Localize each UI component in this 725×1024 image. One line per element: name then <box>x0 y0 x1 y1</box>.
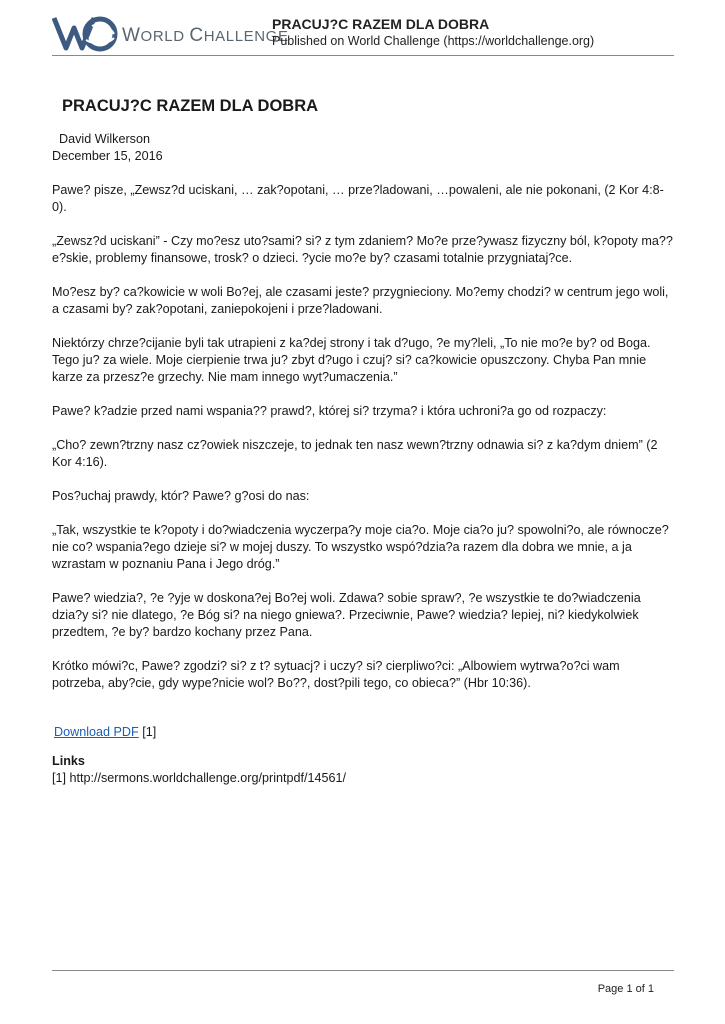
paragraph: Pawe? wiedzia?, ?e ?yje w doskona?ej Bo?ej woli. Zdawa? sobie spraw?, ?e wszystkie te do?wiadczenia dzia?y si? nie dlatego, ?e Bóg si? na niego gniewa?. Przeciwnie, Pawe? wiedzia? lepiej, ni? kiedykolwiek przedtem, ?e by? bardzo kochany przez Pana. <box>52 591 641 639</box>
paragraph: „Zewsz?d uciskani” - Czy mo?esz uto?sami? si? z tym zdaniem? Mo?e prze?ywasz fizyczny ból, k?opoty ma??e?skie, problemy finansowe, trosk? o dzieci. ?ycie mo?e by? czasami totalnie przygniataj?ce. <box>52 234 673 265</box>
download-pdf-link[interactable]: Download PDF <box>54 725 139 739</box>
article-body <box>52 96 674 787</box>
paragraph: Pawe? pisze, „Zewsz?d uciskani, … zak?opotani, … prze?ladowani, …powaleni, ale nie pokonani, (2 Kor 4:8-0). <box>52 183 664 214</box>
article-date: December 15, 2016 <box>52 149 163 163</box>
article-title: PRACUJ?C RAZEM DLA DOBRA <box>62 97 319 115</box>
page-header <box>52 12 674 56</box>
page-number: Page 1 of 1 <box>597 983 654 995</box>
logo-wordmark: WORLD CHALLENGE <box>122 25 289 46</box>
paragraph: „Tak, wszystkie te k?opoty i do?wiadczenia wyczerpa?y moje cia?o. Moje cia?o ju? spowolni?o, ale równocze?nie co? wspania?ego dzieje si? w mojej duszy. To wszystko wspó?dzia?a razem dla dobra we mnie, a ja wzrastam w poznaniu Pana i Jego dróg.” <box>52 523 669 571</box>
download-footnote-ref: [1] <box>142 725 157 739</box>
links-heading: Links <box>52 754 85 768</box>
paragraph: Krótko mówi?c, Pawe? zgodzi? si? z t? sytuacj? i uczy? si? cierpliwo?ci: „Albowiem wytrwa?o?ci wam potrzeba, aby?cie, gdy wype?nicie wol? Bo??, dost?pili tego, co obieca?” (Hbr 10:36). <box>52 659 620 690</box>
paragraph: Niektórzy chrze?cijanie byli tak utrapieni z ka?dej strony i tak d?ugo, ?e my?leli, „To nie mo?e by? od Boga. Tego ju? za wiele. Moje cierpienie trwa ju? zbyt d?ugo i czuj? si? ca?kowicie opuszczony. Chyba Pan mnie karze za przesz?e grzechy. Nie mam innego wyt?umaczenia.” <box>52 336 651 384</box>
world-challenge-logo[interactable] <box>52 14 289 54</box>
wc-globe-icon <box>52 14 120 54</box>
published-on-line: Published on World Challenge (https://worldchallenge.org) <box>272 34 595 48</box>
link-footnote: [1] http://sermons.worldchallenge.org/printpdf/14561/ <box>52 771 347 785</box>
paragraph: Pos?uchaj prawdy, któr? Pawe? g?osi do nas: <box>52 489 310 503</box>
article-author: David Wilkerson <box>59 132 150 146</box>
footer-divider <box>52 970 674 971</box>
header-title: PRACUJ?C RAZEM DLA DOBRA <box>272 16 490 32</box>
paragraph: Mo?esz by? ca?kowicie w woli Bo?ej, ale czasami jeste? przygnieciony. Mo?emy chodzi? w centrum jego woli, a czasami by? zak?opotani, zaniepokojeni i prze?ladowani. <box>52 285 669 316</box>
download-row <box>52 724 674 741</box>
paragraph: „Cho? zewn?trzny nasz cz?owiek niszczeje, to jednak ten nasz wewn?trzny odnawia si? z ka?dym dniem” (2 Kor 4:16). <box>52 438 658 469</box>
header-divider <box>52 55 674 56</box>
paragraph: Pawe? k?adzie przed nami wspania?? prawd?, której si? trzyma? i która uchroni?a go od rozpaczy: <box>52 404 607 418</box>
